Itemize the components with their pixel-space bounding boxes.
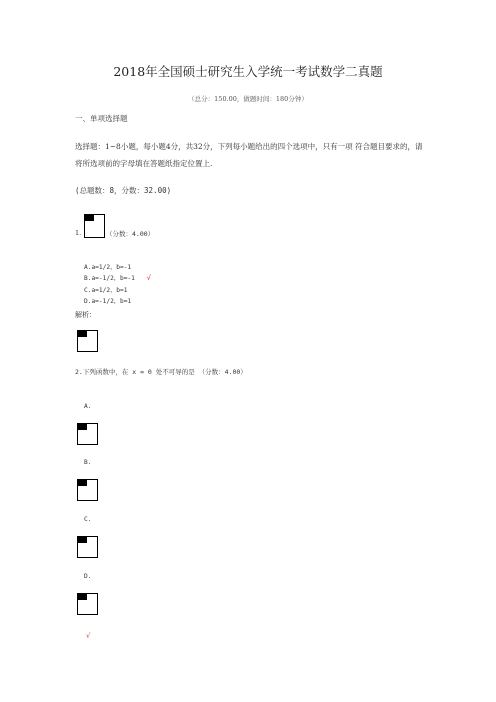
q2-option-a-label: A. xyxy=(84,403,92,410)
q1-option-b xyxy=(84,273,151,282)
q1-option-b-text: B.a=-1/2，b=-1 xyxy=(84,275,135,282)
image-placeholder-mark xyxy=(78,537,87,543)
question-1-formula-image xyxy=(84,214,105,238)
q2-option-c-label: C. xyxy=(84,516,92,523)
page-title: 2018年全国硕士研究生入学统一考试数学二真题 xyxy=(113,64,383,79)
exam-meta: （总分：150.00，做题时间：180分钟） xyxy=(188,95,308,103)
instructions: 选择题：1~8小题，每小题4分，共32分，下列每小题给出的四个选项中，只有一项 符合题目要求的，请将所选项前的字母填在答题纸指定位置上. xyxy=(75,142,423,168)
correct-check-icon: √ xyxy=(146,274,151,282)
q2-option-d-label: D. xyxy=(84,573,92,580)
image-placeholder-mark xyxy=(78,594,87,600)
image-placeholder-mark xyxy=(78,480,87,486)
q1-option-c: C.a=1/2，b=1 xyxy=(84,287,128,294)
question-1-number: 1. xyxy=(75,229,82,237)
analysis-image xyxy=(77,330,98,352)
q2-option-a-image xyxy=(77,423,98,445)
question-1-score: （分数：4.00） xyxy=(106,230,155,238)
image-placeholder-mark xyxy=(78,424,87,430)
section-heading: 一、单项选择题 xyxy=(75,114,128,123)
image-placeholder-mark xyxy=(85,215,94,221)
q2-option-b-image xyxy=(77,479,98,501)
q1-option-a: A.a=1/2，b=-1 xyxy=(84,264,132,271)
q2-option-c-image xyxy=(77,536,98,558)
question-count: (总题数：8，分数：32.00) xyxy=(75,186,172,195)
q2-option-b-label: B. xyxy=(84,459,92,466)
question-2-text: 2.下列函数中，在 x = 0 处不可导的是 （分数：4.00） xyxy=(75,368,247,376)
analysis-label: 解析： xyxy=(75,311,96,319)
q2-correct-check-icon: √ xyxy=(86,632,91,640)
q1-option-d: D.a=-1/2，b=1 xyxy=(84,298,132,305)
image-placeholder-mark xyxy=(78,331,87,337)
q2-option-d-image xyxy=(77,593,98,615)
